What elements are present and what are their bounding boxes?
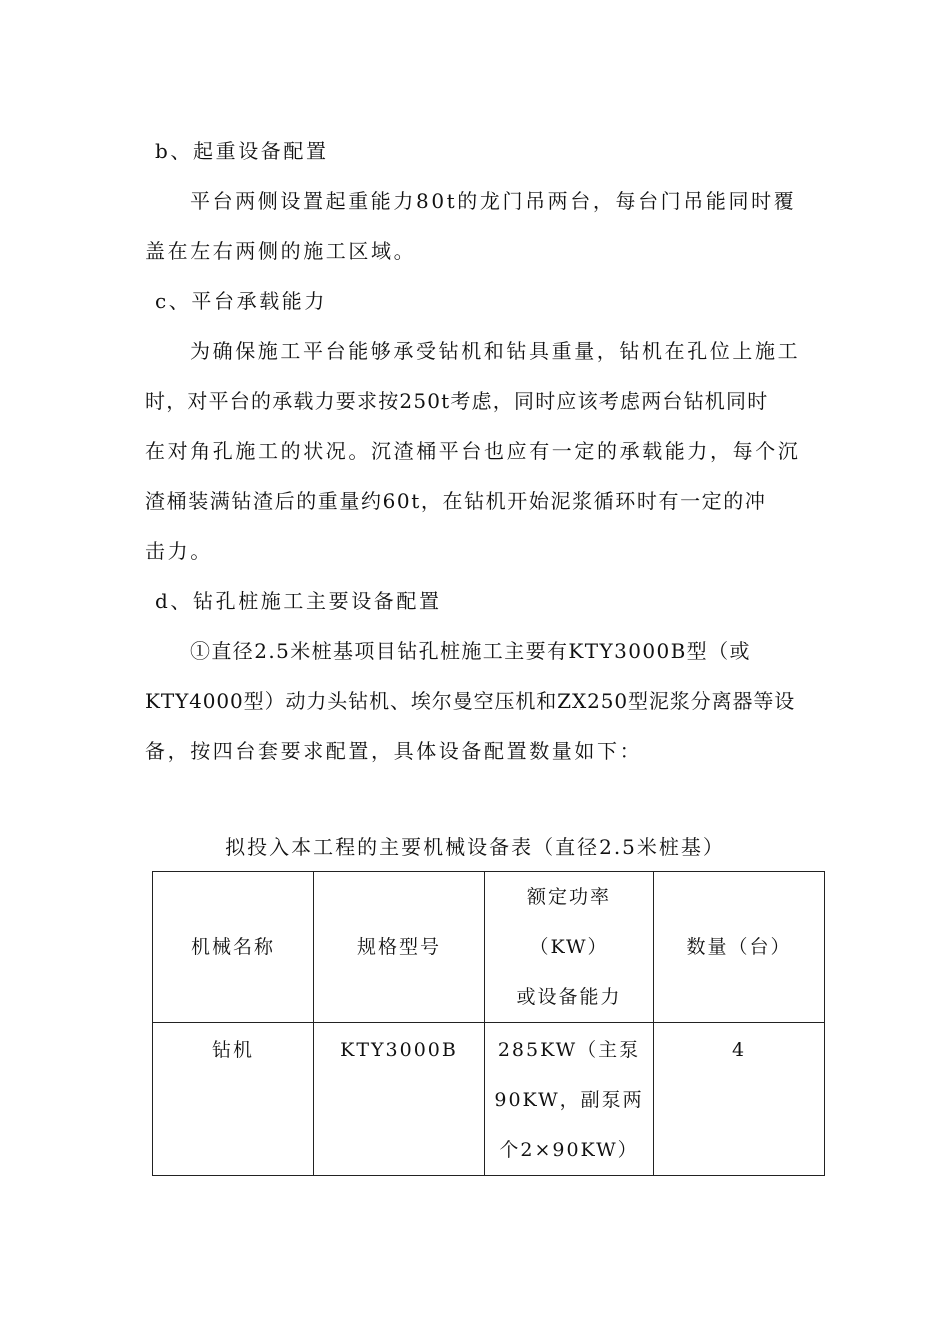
paragraph-line: 时，对平台的承载力要求按250t考虑，同时应该考虑两台钻机同时 bbox=[145, 389, 769, 413]
table-caption: 拟投入本工程的主要机械设备表（直径2.5米桩基） bbox=[225, 835, 725, 859]
table-row bbox=[153, 1023, 825, 1176]
paragraph-line: 为确保施工平台能够承受钻机和钻具重量，钻机在孔位上施工 bbox=[190, 339, 801, 363]
paragraph-line: 盖在左右两侧的施工区域。 bbox=[145, 239, 417, 263]
header-power-line: （KW） bbox=[529, 936, 609, 958]
equipment-table bbox=[152, 871, 825, 1176]
section-heading-c: c、平台承载能力 bbox=[155, 289, 328, 313]
paragraph-line: KTY4000型）动力头钻机、埃尔曼空压机和ZX250型泥浆分离器等设 bbox=[145, 689, 796, 713]
table-header-row bbox=[153, 872, 825, 1023]
header-rated-power bbox=[485, 872, 654, 1023]
cell-quantity: 4 bbox=[654, 1023, 825, 1176]
paragraph-line: ①直径2.5米桩基项目钻孔桩施工主要有KTY3000B型（或 bbox=[190, 639, 751, 663]
paragraph-line: 平台两侧设置起重能力80t的龙门吊两台，每台门吊能同时覆 bbox=[190, 189, 797, 213]
header-power-line: 额定功率 bbox=[526, 886, 611, 908]
paragraph-line: 渣桶装满钻渣后的重量约60t，在钻机开始泥浆循环时有一定的冲 bbox=[145, 489, 767, 513]
header-quantity: 数量（台） bbox=[654, 872, 825, 1023]
header-machine-name: 机械名称 bbox=[153, 872, 314, 1023]
power-line: 90KW，副泵两 bbox=[494, 1089, 644, 1111]
cell-model: KTY3000B bbox=[314, 1023, 485, 1176]
paragraph-line: 备，按四台套要求配置，具体设备配置数量如下： bbox=[145, 739, 643, 763]
power-line: 285KW（主泵 bbox=[497, 1039, 641, 1061]
section-heading-d: d、钻孔桩施工主要设备配置 bbox=[155, 589, 442, 613]
section-heading-b: b、起重设备配置 bbox=[155, 139, 329, 163]
power-line: 个2×90KW） bbox=[499, 1139, 639, 1161]
header-model: 规格型号 bbox=[314, 872, 485, 1023]
cell-rated-power bbox=[485, 1023, 654, 1176]
cell-machine-name: 钻机 bbox=[153, 1023, 314, 1176]
header-power-line: 或设备能力 bbox=[516, 986, 622, 1008]
paragraph-line: 击力。 bbox=[145, 539, 213, 563]
paragraph-line: 在对角孔施工的状况。沉渣桶平台也应有一定的承载能力，每个沉 bbox=[145, 439, 801, 463]
